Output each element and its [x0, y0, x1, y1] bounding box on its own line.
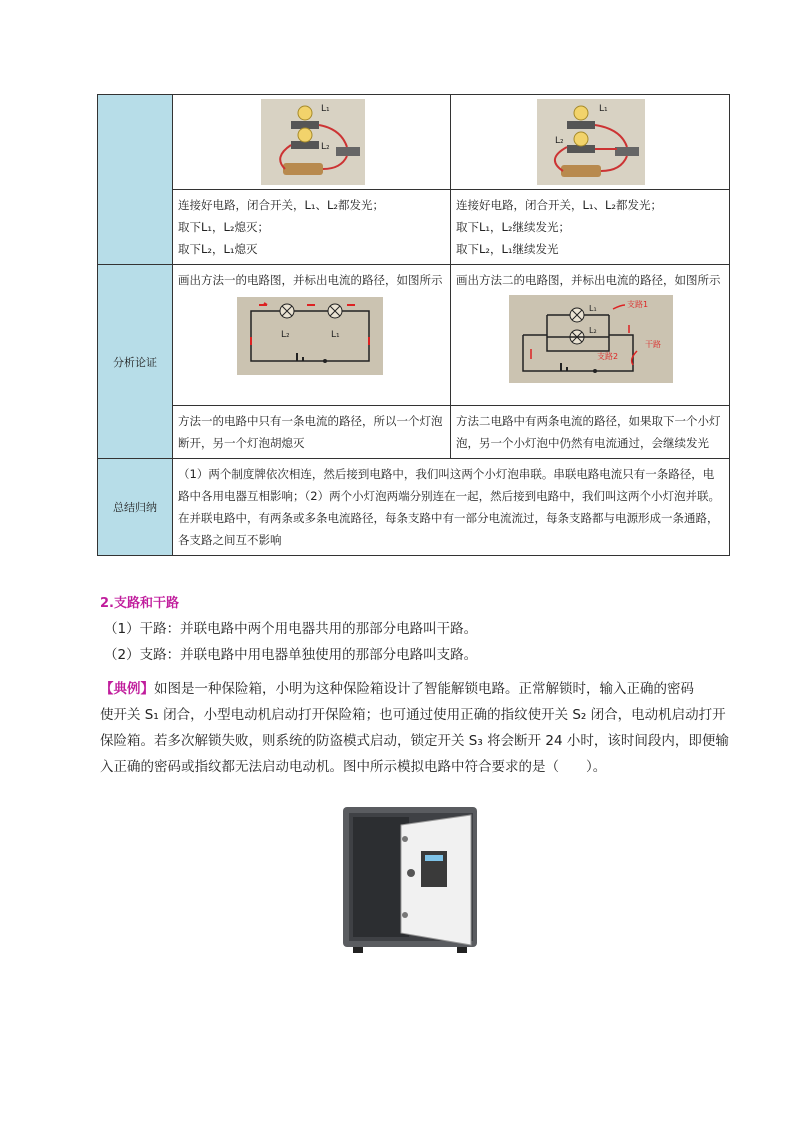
- trunk-label: 干路: [645, 340, 661, 349]
- series-observation-cell: [173, 190, 451, 265]
- photo-label-l1: L₁: [321, 104, 330, 114]
- parallel-diagram-cell: [451, 265, 730, 406]
- diagram-label-l1: L₁: [331, 330, 340, 340]
- series-photo-cell: [173, 95, 451, 190]
- diagram-label-l2: L₂: [589, 326, 597, 335]
- example-line-1: 【典例】如图是一种保险箱，小明为这种保险箱设计了智能解锁电路。正常解锁时，输入正确的密码: [100, 681, 694, 697]
- analysis-header: 分析论证: [98, 265, 173, 459]
- parallel-circuit-photo: [537, 99, 645, 185]
- example-tag: 【典例】: [100, 681, 154, 697]
- series-observation-2: 取下L₁，L₂熄灭；: [178, 220, 270, 234]
- diagram-label-l2: L₂: [281, 330, 290, 340]
- section-title: 2.支路和干路: [100, 596, 179, 611]
- branch1-label: 支路1: [627, 300, 649, 309]
- example-line-2: 使开关 S₁ 闭合，小型电动机启动打开保险箱；也可通过使用正确的指纹使开关 S₂ 闭合，电动机启动打开: [100, 707, 726, 723]
- parallel-observation-2: 取下L₁，L₂继续发光；: [456, 220, 571, 234]
- photo-label-l2: L₂: [321, 142, 330, 152]
- parallel-circuit-diagram: [509, 295, 673, 383]
- parallel-observation-1: 连接好电路，闭合开关，L₁、L₂都发光；: [456, 198, 663, 212]
- branch2-label: 支路2: [597, 352, 619, 361]
- summary-cell: [173, 459, 730, 556]
- branch-definition: （2）支路：并联电路中用电器单独使用的那部分电路叫支路。: [104, 647, 478, 663]
- series-diagram-intro: 画出方法一的电路图，并标出电流的路径，如图所示: [178, 273, 443, 287]
- trunk-definition: （1）干路：并联电路中两个用电器共用的那部分电路叫干路。: [104, 621, 478, 637]
- example-line-3: 保险箱。若多次解锁失败，则系统的防盗模式启动，锁定开关 S₃ 将会断开 24 小时，该时间段内，即便输: [100, 733, 729, 749]
- parallel-diagram-intro: 画出方法二的电路图，并标出电流的路径，如图所示: [456, 273, 721, 287]
- series-diagram-cell: [173, 265, 451, 406]
- parallel-observation-3: 取下L₂，L₁继续发光: [456, 242, 559, 256]
- series-circuit-diagram: [237, 297, 383, 375]
- series-conclusion: 方法一的电路中只有一条电流的路径，所以一个灯泡断开，另一个灯泡胡熄灭: [178, 414, 443, 450]
- parallel-conclusion-cell: [451, 406, 730, 459]
- safe-illustration: [341, 803, 483, 959]
- example-line-4: 入正确的密码或指纹都无法启动电动机。图中所示模拟电路中符合要求的是（ ）。: [100, 759, 607, 775]
- series-circuit-photo: [261, 99, 365, 185]
- parallel-observation-cell: [451, 190, 730, 265]
- photo-label-l1: L₁: [599, 104, 608, 114]
- series-observation-1: 连接好电路，闭合开关，L₁、L₂都发光；: [178, 198, 385, 212]
- blank-header-cell: [98, 95, 173, 265]
- summary-header: 总结归纳: [98, 459, 173, 556]
- series-observation-3: 取下L₂，L₁熄灭: [178, 242, 258, 256]
- parallel-conclusion: 方法二电路中有两条电流的路径，如果取下一个小灯泡，另一个小灯泡中仍然有电流通过，会继续发光: [456, 414, 721, 450]
- experiment-table: [97, 94, 730, 556]
- summary-text: （1）两个制度牌依次相连，然后接到电路中，我们叫这两个小灯泡串联。串联电路电流只有一条路径，电路中各用电器互相影响；（2）两个小灯泡两端分别连在一起，然后接到电路中，我们叫这两个小灯泡并联。在并联电路中，有两条或多条电流路径，每条支路中有一部分电流流过，每条支路都与电源形成一条通路，各支路之间互不影响: [178, 467, 721, 547]
- series-conclusion-cell: [173, 406, 451, 459]
- photo-label-l2: L₂: [555, 136, 564, 146]
- parallel-photo-cell: [451, 95, 730, 190]
- diagram-label-l1: L₁: [589, 304, 597, 313]
